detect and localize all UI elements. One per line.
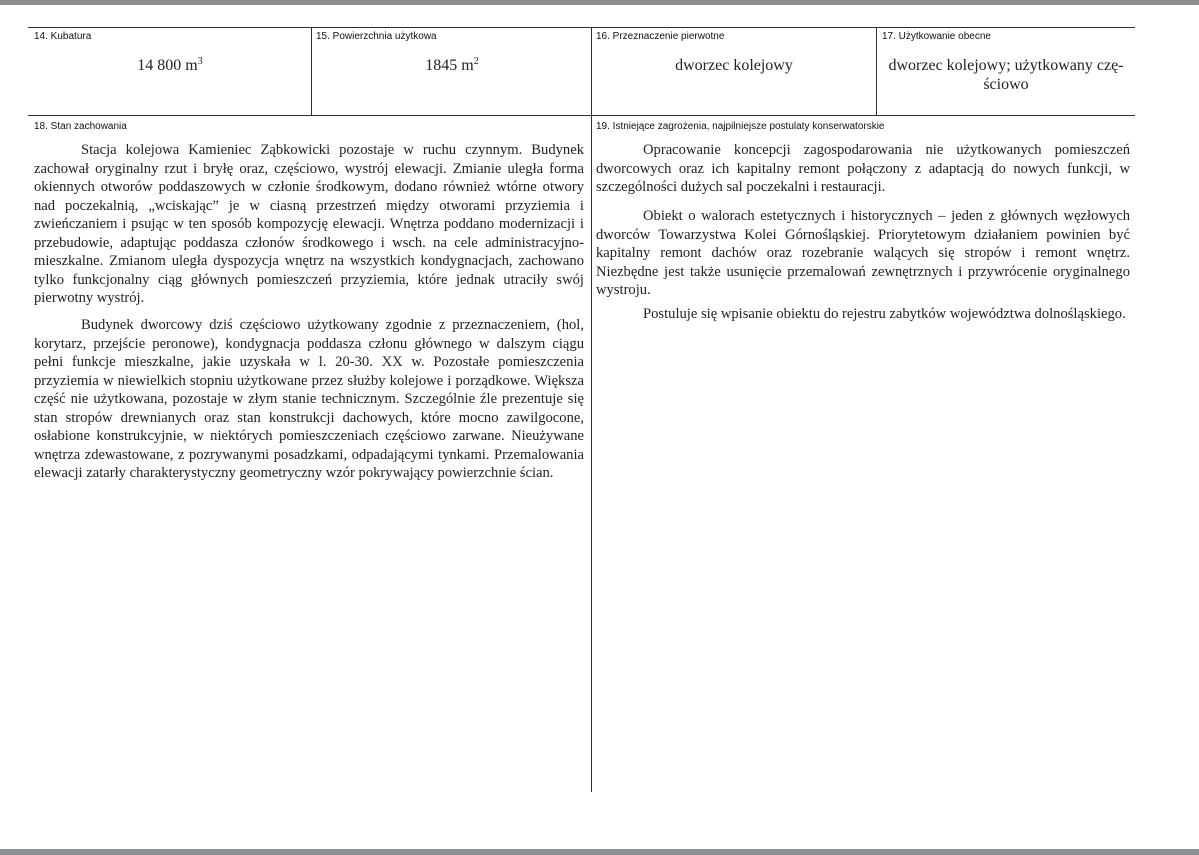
zagrozenia-paragraph-2: Obiekt o walorach estetycznych i historycznych – jeden z głównych węzłowych dworców Towarzystwa Kolei Górnośląskiej. Priorytetowym działaniem powinien być kapitalny remont dachów oraz rozebranie walących się stropów i remont wnętrz. Niezbędne jest także usunięcie przemalowań zewnętrznych i przywrócenie oryginalnego wystroju. (596, 208, 1130, 298)
unit-superscript: 3 (197, 56, 203, 67)
top-border (28, 27, 1135, 28)
zagrozenia-label: 19. Istniejące zagrożenia, najpilniejsze postulaty konserwatorskie (596, 121, 885, 132)
divider-main (591, 27, 592, 792)
kubatura-label: 14. Kubatura (34, 31, 92, 42)
stan-zachowania-label: 18. Stan zachowania (34, 121, 127, 132)
powierzchnia-value: 1845 $m^2$ (425, 56, 479, 74)
row1-bottom-border (28, 115, 1135, 116)
zagrozenia-paragraph-3: Postuluje się wpisanie obiektu do rejestru zabytków województwa dolnośląskiego. (643, 306, 1126, 322)
stan-zachowania-paragraph-2: Budynek dworcowy dziś częściowo użytkowany zgodnie z przeznaczeniem, (hol, korytarz, przejście peronowe), kondygnacja poddasza członu głównego w dalszym ciągu pełni funkcje mieszkalne, jakie uzyskała w l. 20-30. XX w. Pozostałe pomieszczenia przyziemia w niewielkich stopniu użytkowane przez służby kolejowe i porządkowe. Większa część nie użytkowana, pozostaje w złym stanie technicznym. Szczególnie źle prezentuje się stan stropów drewnianych oraz stan konstrukcji dachowych, które mocno zawilgocone, osłabione konstrukcyjnie, w niektórych pomieszczeniach częściowo zarwane. Nieużywane wnętrza zdewastowane, z pozrywanymi posadzkami, odpadającymi tynkami. Przemalowania elewacji zatarły charakterystyczny geometryczny wzór pokrywający powierzchnie ścian. (34, 317, 584, 481)
przeznaczenie-value: dworzec kolejowy (675, 57, 793, 74)
unit-superscript: 2 (473, 56, 479, 67)
przeznaczenie-label: 16. Przeznaczenie pierwotne (596, 31, 725, 42)
uzytkowanie-label: 17. Użytkowanie obecne (882, 31, 991, 42)
uzytkowanie-value: dworzec kolejowy; użytkowany czę- ściowo (888, 57, 1124, 93)
stan-zachowania-paragraph-1: Stacja kolejowa Kamieniec Ząbkowicki pozostaje w ruchu czynnym. Budynek zachował oryginalny rzut i bryłę oraz, częściowo, wystrój elewacji. Zmianie uległa forma okiennych otworów poddaszowych w członie środkowym, dodano również wtórne otwory nad poczekalnią, „wciskając” je w ciasną przestrzeń między otworami przyziemia i zwieńczaniem i psując w ten sposób kompozycję elewacji. Wnętrza poddano modernizacji i przebudowie, adaptując poddasza członów środkowego i wsch. na cele administracyjno-mieszkalne. Zmianom uległa dyspozycja wnętrz na wszystkich kondygnacjach, zachowano tylko funkcjonalny ciąg głównych pomieszczeń przyziemia, które jednak utraciły swój pierwotny wystrój. (34, 142, 584, 306)
zagrozenia-paragraph-1: Opracowanie koncepcji zagospodarowania nie użytkowanych pomieszczeń dworcowych oraz ich kapitalny remont połączony z adaptacją do nowych funkcji, w szczególności dużych sal poczekalni i restauracji. (596, 142, 1130, 195)
kubatura-value: 14 800 $m^3$ (137, 56, 203, 74)
powierzchnia-label: 15. Powierzchnia użytkowa (316, 31, 437, 42)
